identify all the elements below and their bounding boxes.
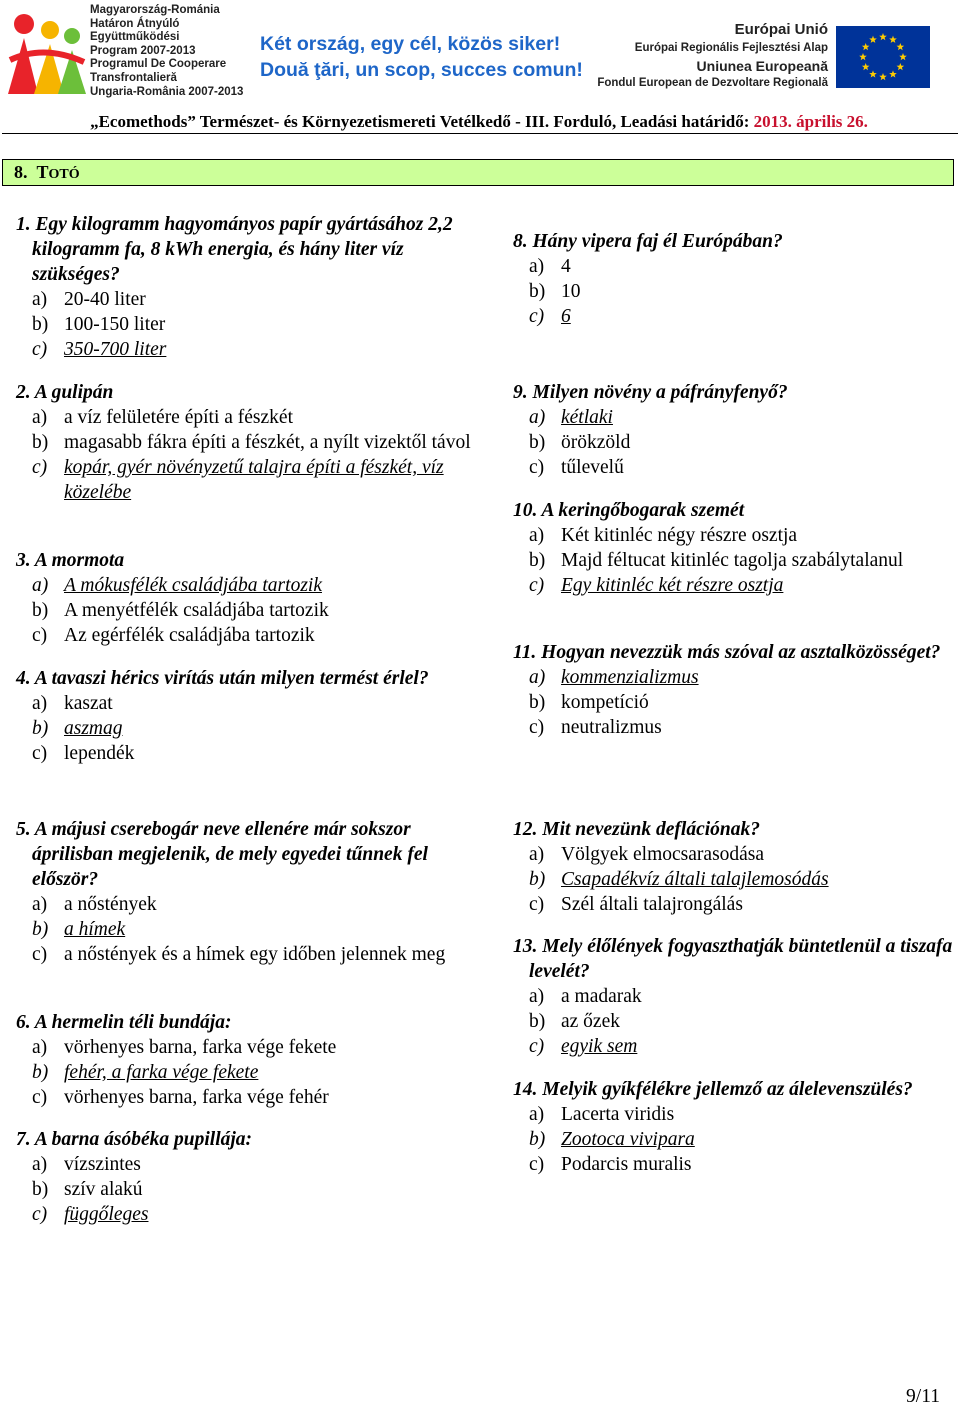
- contest-title: „Ecomethods” Természet- és Környezetismereti Vetélkedő - III. Forduló, Leadási határidő:: [90, 112, 754, 131]
- answer-option: a) a nőstények: [32, 894, 157, 915]
- answer-option: c) egyik sem: [529, 1036, 638, 1057]
- question-title: 1. Egy kilogramm hagyományos papír gyártásához 2,2 kilogramm fa, 8 kWh energia, és hány liter víz szükséges?: [16, 214, 453, 285]
- answer-option: b) kompetíció: [529, 692, 649, 713]
- answer-option: c) tűlevelű: [529, 457, 624, 478]
- question-title: 3. A mormota: [16, 550, 125, 571]
- answer-option: a) kommenzializmus: [529, 667, 699, 688]
- answer-option: c) neutralizmus: [529, 717, 662, 738]
- header-divider: [2, 133, 958, 134]
- question-title: 8. Hány vipera faj él Európában?: [513, 231, 783, 252]
- answer-option: b) Csapadékvíz általi talajlemosódás: [529, 869, 829, 890]
- eu-flag-icon: [836, 26, 930, 88]
- answer-option: a) kaszat: [32, 693, 113, 714]
- answer-option: c) a nőstények és a hímek egy időben jelennek meg: [32, 944, 446, 965]
- question-8: [513, 229, 953, 329]
- question-12: [513, 817, 953, 917]
- answer-option: b) szív alakú: [32, 1179, 143, 1200]
- question-11: [513, 640, 953, 740]
- eu-fund-text: Európai Unió Európai Regionális Fejlesztési Alap Uniunea Europeană Fondul European de Dezvoltare Regională: [597, 21, 828, 89]
- question-title: 10. A keringőbogarak szemét: [513, 500, 745, 521]
- answer-option: a) Völgyek elmocsarasodása: [529, 844, 765, 865]
- answer-option: c) Az egérfélék családjába tartozik: [32, 625, 315, 646]
- header-banner: [0, 0, 960, 108]
- question-10: [513, 498, 953, 598]
- answer-option: b) Majd féltucat kitinléc tagolja szabálytalanul: [529, 550, 904, 571]
- question-3: [16, 548, 486, 648]
- answer-option: b) 10: [529, 281, 581, 302]
- section-title-initial: T: [36, 162, 49, 182]
- question-7: [16, 1127, 486, 1227]
- answer-option: a) 4: [529, 256, 571, 277]
- question-title: 5. A májusi cserebogár neve ellenére már sokszor áprilisban megjelenik, de mely egyedei tűnnek fel először?: [16, 819, 428, 890]
- answer-option: b) Zootoca vivipara: [529, 1129, 695, 1150]
- answer-option: a) vörhenyes barna, farka vége fekete: [32, 1037, 337, 1058]
- program-name: Magyarország-Románia Határon Átnyúló Együttműködési Program 2007-2013 Programul De Cooperare Transfrontalieră Ungaria-România 2007-2013: [90, 4, 244, 98]
- question-title: 7. A barna ásóbéka pupillája:: [16, 1129, 253, 1150]
- question-4: [16, 666, 486, 766]
- program-logo-icon: [4, 8, 88, 98]
- answer-option: a) Lacerta viridis: [529, 1104, 675, 1125]
- page-number: 9/11: [906, 1386, 940, 1407]
- question-6: [16, 1010, 486, 1110]
- question-13: [513, 934, 953, 1059]
- answer-option: b) a hímek: [32, 919, 126, 940]
- question-title: 9. Milyen növény a páfrányfenyő?: [513, 382, 788, 403]
- answer-option: b) fehér, a farka vége fekete: [32, 1062, 259, 1083]
- answer-option: b) magasabb fákra építi a fészkét, a nyílt vizektől távol: [32, 432, 471, 453]
- question-title: 4. A tavaszi hérics virítás után milyen termést érlel?: [16, 668, 429, 689]
- answer-option: b) 100-150 liter: [32, 314, 166, 335]
- answer-option: a) a madarak: [529, 986, 642, 1007]
- question-title: 6. A hermelin téli bundája:: [16, 1012, 232, 1033]
- question-title: 14. Melyik gyíkfélékre jellemző az álelevenszülés?: [513, 1079, 913, 1100]
- question-title: 13. Mely élőlények fogyaszthatják büntetlenül a tiszafa levelét?: [513, 936, 953, 982]
- answer-option: a) vízszintes: [32, 1154, 141, 1175]
- question-2: [16, 380, 486, 505]
- slogan-romanian: Două ţări, un scop, succes comun!: [260, 59, 583, 81]
- contest-header: [0, 112, 958, 132]
- slogan-hungarian: Két ország, egy cél, közös siker!: [260, 33, 561, 55]
- section-number: 8.: [14, 162, 28, 182]
- question-14: [513, 1077, 953, 1177]
- answer-option: c) vörhenyes barna, farka vége fehér: [32, 1087, 329, 1108]
- section-title-rest: OTÓ: [48, 167, 80, 182]
- question-9: [513, 380, 953, 480]
- question-title: 11. Hogyan nevezzük más szóval az asztalközösséget?: [513, 642, 941, 663]
- answer-option: c) 350-700 liter: [32, 339, 167, 360]
- answer-option: a) kétlaki: [529, 407, 613, 428]
- answer-option: c) függőleges: [32, 1204, 149, 1225]
- question-title: 12. Mit nevezünk deflációnak?: [513, 819, 760, 840]
- deadline-date: 2013. április 26.: [753, 112, 868, 131]
- answer-option: c) lependék: [32, 743, 135, 764]
- answer-option: a) a víz felületére építi a fészkét: [32, 407, 293, 428]
- answer-option: b) A menyétfélék családjába tartozik: [32, 600, 329, 621]
- answer-option: c) 6: [529, 306, 571, 327]
- answer-option: b) örökzöld: [529, 432, 631, 453]
- answer-option: a) 20-40 liter: [32, 289, 146, 310]
- section-heading: [2, 159, 954, 186]
- answer-option: a) Két kitinléc négy részre osztja: [529, 525, 798, 546]
- answer-option: c) Szél általi talajrongálás: [529, 894, 743, 915]
- answer-option: b) aszmag: [32, 718, 123, 739]
- question-5: [16, 817, 486, 967]
- question-1: [16, 212, 486, 362]
- answer-option: c) Egy kitinléc két részre osztja: [529, 575, 784, 596]
- answer-option: c) Podarcis muralis: [529, 1154, 692, 1175]
- answer-option: b) az őzek: [529, 1011, 620, 1032]
- question-title: 2. A gulipán: [16, 382, 114, 403]
- slogans: [260, 31, 583, 83]
- answer-option: a) A mókusfélék családjába tartozik: [32, 575, 322, 596]
- answer-option: c) kopár, gyér növényzetű talajra építi a fészkét, víz közelébe: [32, 457, 444, 503]
